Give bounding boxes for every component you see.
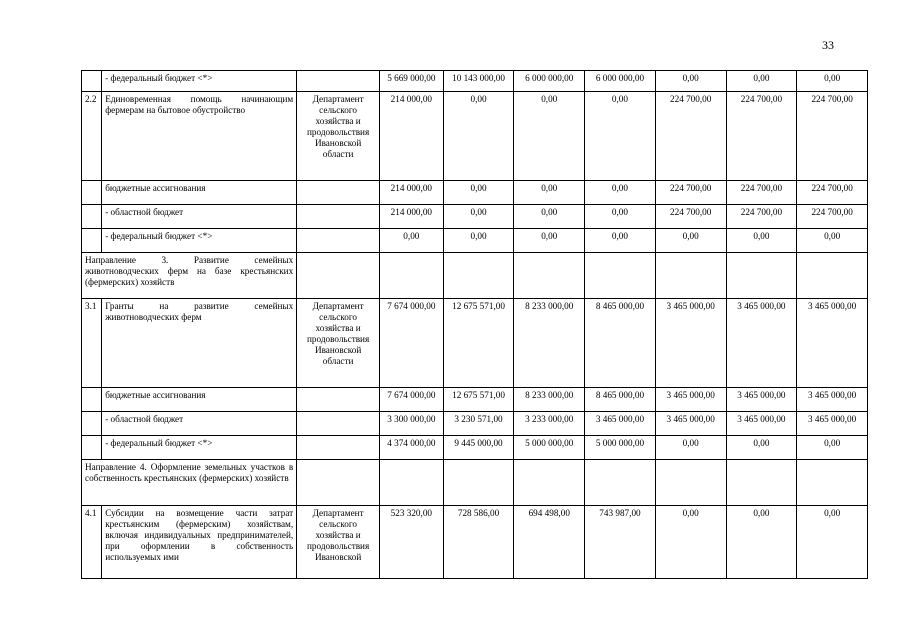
table-row — [82, 299, 868, 388]
row-value: 0,00 — [797, 506, 868, 579]
row-label: Единовременная помощь начинающим фермерам на бытовое обустройство — [102, 92, 297, 181]
row-value: 0,00 — [514, 205, 585, 229]
row-value: 0,00 — [655, 436, 726, 460]
table-row — [82, 229, 868, 253]
row-value: 6 000 000,00 — [514, 71, 585, 92]
row-value: 0,00 — [514, 229, 585, 253]
row-value: 224 700,00 — [797, 181, 868, 205]
row-executor: Департамент сельского хозяйства и продовольствия Ивановской области — [297, 299, 380, 388]
row-executor — [297, 412, 380, 436]
row-number — [82, 436, 102, 460]
row-value: 0,00 — [514, 92, 585, 181]
table-row — [82, 436, 868, 460]
row-label: Гранты на развитие семейных животноводческих ферм — [102, 299, 297, 388]
row-value: 8 465 000,00 — [585, 299, 656, 388]
row-value: 214 000,00 — [380, 92, 444, 181]
table-row — [82, 181, 868, 205]
row-label: - федеральный бюджет <*> — [102, 71, 297, 92]
row-value: 0,00 — [585, 229, 656, 253]
table-row — [82, 92, 868, 181]
row-executor — [297, 181, 380, 205]
row-value: 0,00 — [443, 229, 514, 253]
row-number — [82, 181, 102, 205]
row-value: 8 465 000,00 — [585, 388, 656, 412]
budget-table — [81, 70, 868, 579]
row-value: 5 000 000,00 — [514, 436, 585, 460]
row-number — [82, 205, 102, 229]
row-value: 3 465 000,00 — [726, 299, 797, 388]
row-value: 523 320,00 — [380, 506, 444, 579]
row-value: 7 674 000,00 — [380, 388, 444, 412]
row-value: 3 465 000,00 — [726, 388, 797, 412]
row-label: - областной бюджет — [102, 412, 297, 436]
row-executor — [297, 388, 380, 412]
row-number: 3.1 — [82, 299, 102, 388]
row-number — [82, 388, 102, 412]
row-value: 214 000,00 — [380, 181, 444, 205]
direction-label: Направление 4. Оформление земельных участков в собственность крестьянских (фермерских) хозяйств — [82, 460, 297, 506]
row-value: 0,00 — [514, 181, 585, 205]
row-value: 3 465 000,00 — [655, 412, 726, 436]
row-value: 3 465 000,00 — [726, 412, 797, 436]
row-label: бюджетные ассигнования — [102, 181, 297, 205]
row-value: 3 465 000,00 — [585, 412, 656, 436]
page-number: 33 — [822, 38, 834, 52]
row-value: 224 700,00 — [655, 92, 726, 181]
row-value: 224 700,00 — [797, 92, 868, 181]
row-number — [82, 412, 102, 436]
row-value: 3 465 000,00 — [797, 299, 868, 388]
row-value: 12 675 571,00 — [443, 388, 514, 412]
row-value: 0,00 — [797, 71, 868, 92]
row-value: 0,00 — [655, 71, 726, 92]
row-value: 8 233 000,00 — [514, 299, 585, 388]
row-number — [82, 71, 102, 92]
row-executor — [297, 71, 380, 92]
row-value: 10 143 000,00 — [443, 71, 514, 92]
row-value: 0,00 — [443, 181, 514, 205]
direction-row — [82, 460, 868, 506]
row-value: 3 465 000,00 — [655, 388, 726, 412]
row-value: 0,00 — [585, 181, 656, 205]
row-value: 5 669 000,00 — [380, 71, 444, 92]
row-executor — [297, 436, 380, 460]
row-value: 6 000 000,00 — [585, 71, 656, 92]
row-value: 224 700,00 — [655, 205, 726, 229]
row-value: 0,00 — [655, 506, 726, 579]
row-number: 4.1 — [82, 506, 102, 579]
row-executor — [297, 205, 380, 229]
row-label: бюджетные ассигнования — [102, 388, 297, 412]
row-value: 0,00 — [726, 229, 797, 253]
row-value: 214 000,00 — [380, 205, 444, 229]
row-value: 0,00 — [585, 92, 656, 181]
row-value: 3 465 000,00 — [655, 299, 726, 388]
row-value: 694 498,00 — [514, 506, 585, 579]
row-value: 3 230 571,00 — [443, 412, 514, 436]
direction-row — [82, 253, 868, 299]
row-number: 2.2 — [82, 92, 102, 181]
row-label: - федеральный бюджет <*> — [102, 229, 297, 253]
row-value: 12 675 571,00 — [443, 299, 514, 388]
row-value: 0,00 — [443, 92, 514, 181]
row-value: 0,00 — [380, 229, 444, 253]
row-value: 4 374 000,00 — [380, 436, 444, 460]
table-row — [82, 71, 868, 92]
row-value: 3 465 000,00 — [797, 388, 868, 412]
row-value: 0,00 — [655, 229, 726, 253]
row-executor: Департамент сельского хозяйства и продовольствия Ивановской — [297, 506, 380, 579]
row-value: 0,00 — [797, 436, 868, 460]
row-value: 224 700,00 — [655, 181, 726, 205]
row-value: 3 233 000,00 — [514, 412, 585, 436]
row-value: 224 700,00 — [726, 181, 797, 205]
row-value: 3 465 000,00 — [797, 412, 868, 436]
row-value: 224 700,00 — [797, 205, 868, 229]
row-value: 0,00 — [585, 205, 656, 229]
row-value: 0,00 — [726, 506, 797, 579]
row-value: 3 300 000,00 — [380, 412, 444, 436]
row-value: 0,00 — [443, 205, 514, 229]
row-value: 728 586,00 — [443, 506, 514, 579]
row-value: 0,00 — [726, 436, 797, 460]
direction-label: Направление 3. Развитие семейных животноводческих ферм на базе крестьянских (фермерских) хозяйств — [82, 253, 297, 299]
row-value: 743 987,00 — [585, 506, 656, 579]
table-row — [82, 388, 868, 412]
row-value: 7 674 000,00 — [380, 299, 444, 388]
row-value: 9 445 000,00 — [443, 436, 514, 460]
row-label: - областной бюджет — [102, 205, 297, 229]
table-row — [82, 506, 868, 579]
row-label: Субсидии на возмещение части затрат крестьянским (фермерским) хозяйствам, включая индивидуальных предпринимателей, при оформлении в собственность используемых ими — [102, 506, 297, 579]
row-executor — [297, 229, 380, 253]
row-value: 224 700,00 — [726, 205, 797, 229]
row-value: 8 233 000,00 — [514, 388, 585, 412]
row-value: 0,00 — [797, 229, 868, 253]
table-row — [82, 205, 868, 229]
row-value: 224 700,00 — [726, 92, 797, 181]
row-label: - федеральный бюджет <*> — [102, 436, 297, 460]
table-row — [82, 412, 868, 436]
row-value: 0,00 — [726, 71, 797, 92]
row-executor: Департамент сельского хозяйства и продовольствия Ивановской области — [297, 92, 380, 181]
row-value: 5 000 000,00 — [585, 436, 656, 460]
row-number — [82, 229, 102, 253]
